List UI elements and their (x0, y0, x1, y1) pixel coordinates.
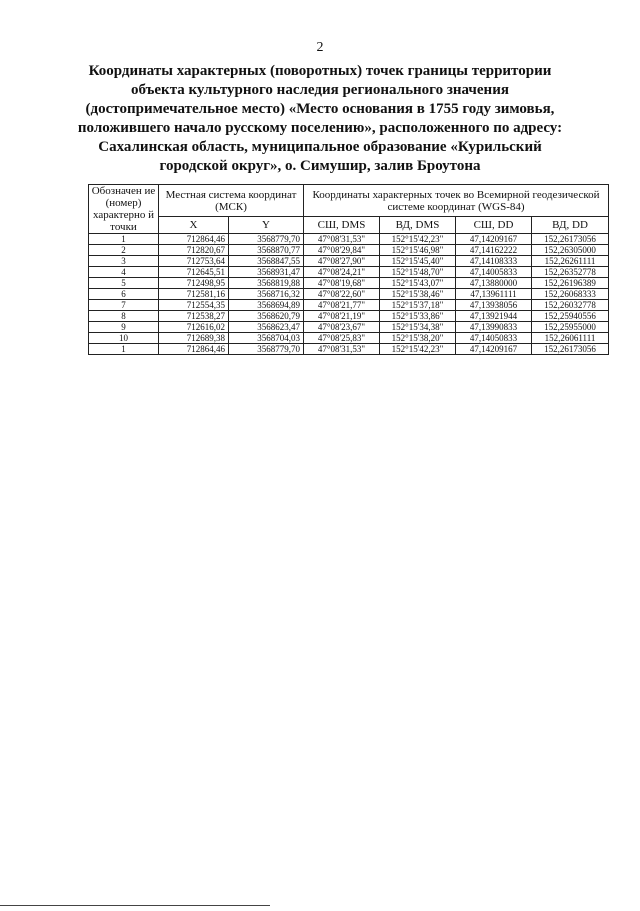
lon-dd-cell: 152,25955000 (532, 322, 609, 333)
x-cell: 712581,16 (159, 289, 229, 300)
lat-dd-cell: 47,13880000 (456, 278, 532, 289)
lat-dms-cell: 47°08'24,21" (304, 267, 380, 278)
document-title (60, 62, 580, 176)
coordinates-table (88, 184, 609, 355)
y-cell: 3568620,79 (229, 311, 304, 322)
lat-dd-cell: 47,13938056 (456, 300, 532, 311)
lat-dd-cell: 47,14005833 (456, 267, 532, 278)
table-row (89, 289, 609, 300)
lat-dms-cell: 47°08'27,90" (304, 256, 380, 267)
table-row (89, 267, 609, 278)
point-number-cell: 5 (89, 278, 159, 289)
x-cell: 712820,67 (159, 245, 229, 256)
lon-dd-cell: 152,26173056 (532, 234, 609, 245)
header-y: Y (229, 217, 304, 234)
lat-dms-cell: 47°08'25,83" (304, 333, 380, 344)
point-number-cell: 1 (89, 234, 159, 245)
table-row (89, 344, 609, 355)
table-row (89, 234, 609, 245)
lat-dd-cell: 47,13961111 (456, 289, 532, 300)
table-row (89, 278, 609, 289)
lon-dd-cell: 152,26061111 (532, 333, 609, 344)
y-cell: 3568819,88 (229, 278, 304, 289)
lon-dms-cell: 152°15'42,23" (380, 234, 456, 245)
table-body (89, 234, 609, 355)
lon-dd-cell: 152,26032778 (532, 300, 609, 311)
header-point-number: Обозначен ие (номер) характерно й точки (89, 185, 159, 234)
y-cell: 3568847,55 (229, 256, 304, 267)
lon-dms-cell: 152°15'48,70" (380, 267, 456, 278)
lat-dd-cell: 47,14162222 (456, 245, 532, 256)
x-cell: 712554,35 (159, 300, 229, 311)
point-number-cell: 6 (89, 289, 159, 300)
title-line: объекта культурного наследия регионального значения (131, 82, 509, 98)
lat-dms-cell: 47°08'21,19" (304, 311, 380, 322)
x-cell: 712753,64 (159, 256, 229, 267)
table-row (89, 256, 609, 267)
header-lon-dd: ВД, DD (532, 217, 609, 234)
lon-dms-cell: 152°15'38,20" (380, 333, 456, 344)
point-number-cell: 3 (89, 256, 159, 267)
lat-dd-cell: 47,14108333 (456, 256, 532, 267)
lat-dms-cell: 47°08'31,53" (304, 344, 380, 355)
lat-dd-cell: 47,14209167 (456, 234, 532, 245)
title-line: городской округ», о. Симушир, залив Броутона (159, 158, 481, 174)
lat-dms-cell: 47°08'19,68" (304, 278, 380, 289)
y-cell: 3568623,47 (229, 322, 304, 333)
x-cell: 712538,27 (159, 311, 229, 322)
lon-dd-cell: 152,26305000 (532, 245, 609, 256)
y-cell: 3568694,89 (229, 300, 304, 311)
title-line: Сахалинская область, муниципальное образование «Курильский (98, 139, 542, 155)
lon-dd-cell: 152,26352778 (532, 267, 609, 278)
point-number-cell: 8 (89, 311, 159, 322)
header-local-system: Местная система координат (МСК) (159, 185, 304, 217)
point-number-cell: 7 (89, 300, 159, 311)
lat-dd-cell: 47,13921944 (456, 311, 532, 322)
lon-dd-cell: 152,26068333 (532, 289, 609, 300)
y-cell: 3568704,03 (229, 333, 304, 344)
header-lon-dms: ВД, DMS (380, 217, 456, 234)
lon-dms-cell: 152°15'33,86" (380, 311, 456, 322)
lat-dms-cell: 47°08'22,60" (304, 289, 380, 300)
lon-dms-cell: 152°15'42,23" (380, 344, 456, 355)
point-number-cell: 9 (89, 322, 159, 333)
y-cell: 3568716,32 (229, 289, 304, 300)
lat-dms-cell: 47°08'23,67" (304, 322, 380, 333)
y-cell: 3568779,70 (229, 234, 304, 245)
lon-dms-cell: 152°15'38,46" (380, 289, 456, 300)
lon-dms-cell: 152°15'34,38" (380, 322, 456, 333)
lon-dms-cell: 152°15'37,18" (380, 300, 456, 311)
x-cell: 712864,46 (159, 344, 229, 355)
lon-dd-cell: 152,26261111 (532, 256, 609, 267)
title-line: (достопримечательное место) «Место основания в 1755 году зимовья, (85, 101, 555, 117)
lat-dms-cell: 47°08'21,77" (304, 300, 380, 311)
table-row (89, 311, 609, 322)
x-cell: 712498,95 (159, 278, 229, 289)
table-row (89, 322, 609, 333)
table-row (89, 300, 609, 311)
point-number-cell: 10 (89, 333, 159, 344)
bottom-divider (0, 905, 270, 906)
x-cell: 712689,38 (159, 333, 229, 344)
lon-dd-cell: 152,26173056 (532, 344, 609, 355)
x-cell: 712616,02 (159, 322, 229, 333)
lon-dd-cell: 152,25940556 (532, 311, 609, 322)
x-cell: 712864,46 (159, 234, 229, 245)
point-number-cell: 1 (89, 344, 159, 355)
y-cell: 3568779,70 (229, 344, 304, 355)
lat-dd-cell: 47,14209167 (456, 344, 532, 355)
y-cell: 3568931,47 (229, 267, 304, 278)
page-number: 2 (316, 40, 324, 55)
lon-dms-cell: 152°15'46,98" (380, 245, 456, 256)
lon-dms-cell: 152°15'45,40" (380, 256, 456, 267)
lat-dms-cell: 47°08'31,53" (304, 234, 380, 245)
lat-dd-cell: 47,13990833 (456, 322, 532, 333)
lat-dd-cell: 47,14050833 (456, 333, 532, 344)
header-lat-dd: СШ, DD (456, 217, 532, 234)
table-row (89, 333, 609, 344)
title-line: положившего начало русскому поселению», расположенного по адресу: (77, 120, 563, 136)
lat-dms-cell: 47°08'29,84" (304, 245, 380, 256)
table-row (89, 245, 609, 256)
point-number-cell: 2 (89, 245, 159, 256)
y-cell: 3568870,77 (229, 245, 304, 256)
header-wgs84: Координаты характерных точек во Всемирной геодезической системе координат (WGS-84) (304, 185, 609, 217)
x-cell: 712645,51 (159, 267, 229, 278)
point-number-cell: 4 (89, 267, 159, 278)
header-x: X (159, 217, 229, 234)
header-lat-dms: СШ, DMS (304, 217, 380, 234)
lon-dd-cell: 152,26196389 (532, 278, 609, 289)
title-line: Координаты характерных (поворотных) точек границы территории (88, 63, 552, 79)
lon-dms-cell: 152°15'43,07" (380, 278, 456, 289)
